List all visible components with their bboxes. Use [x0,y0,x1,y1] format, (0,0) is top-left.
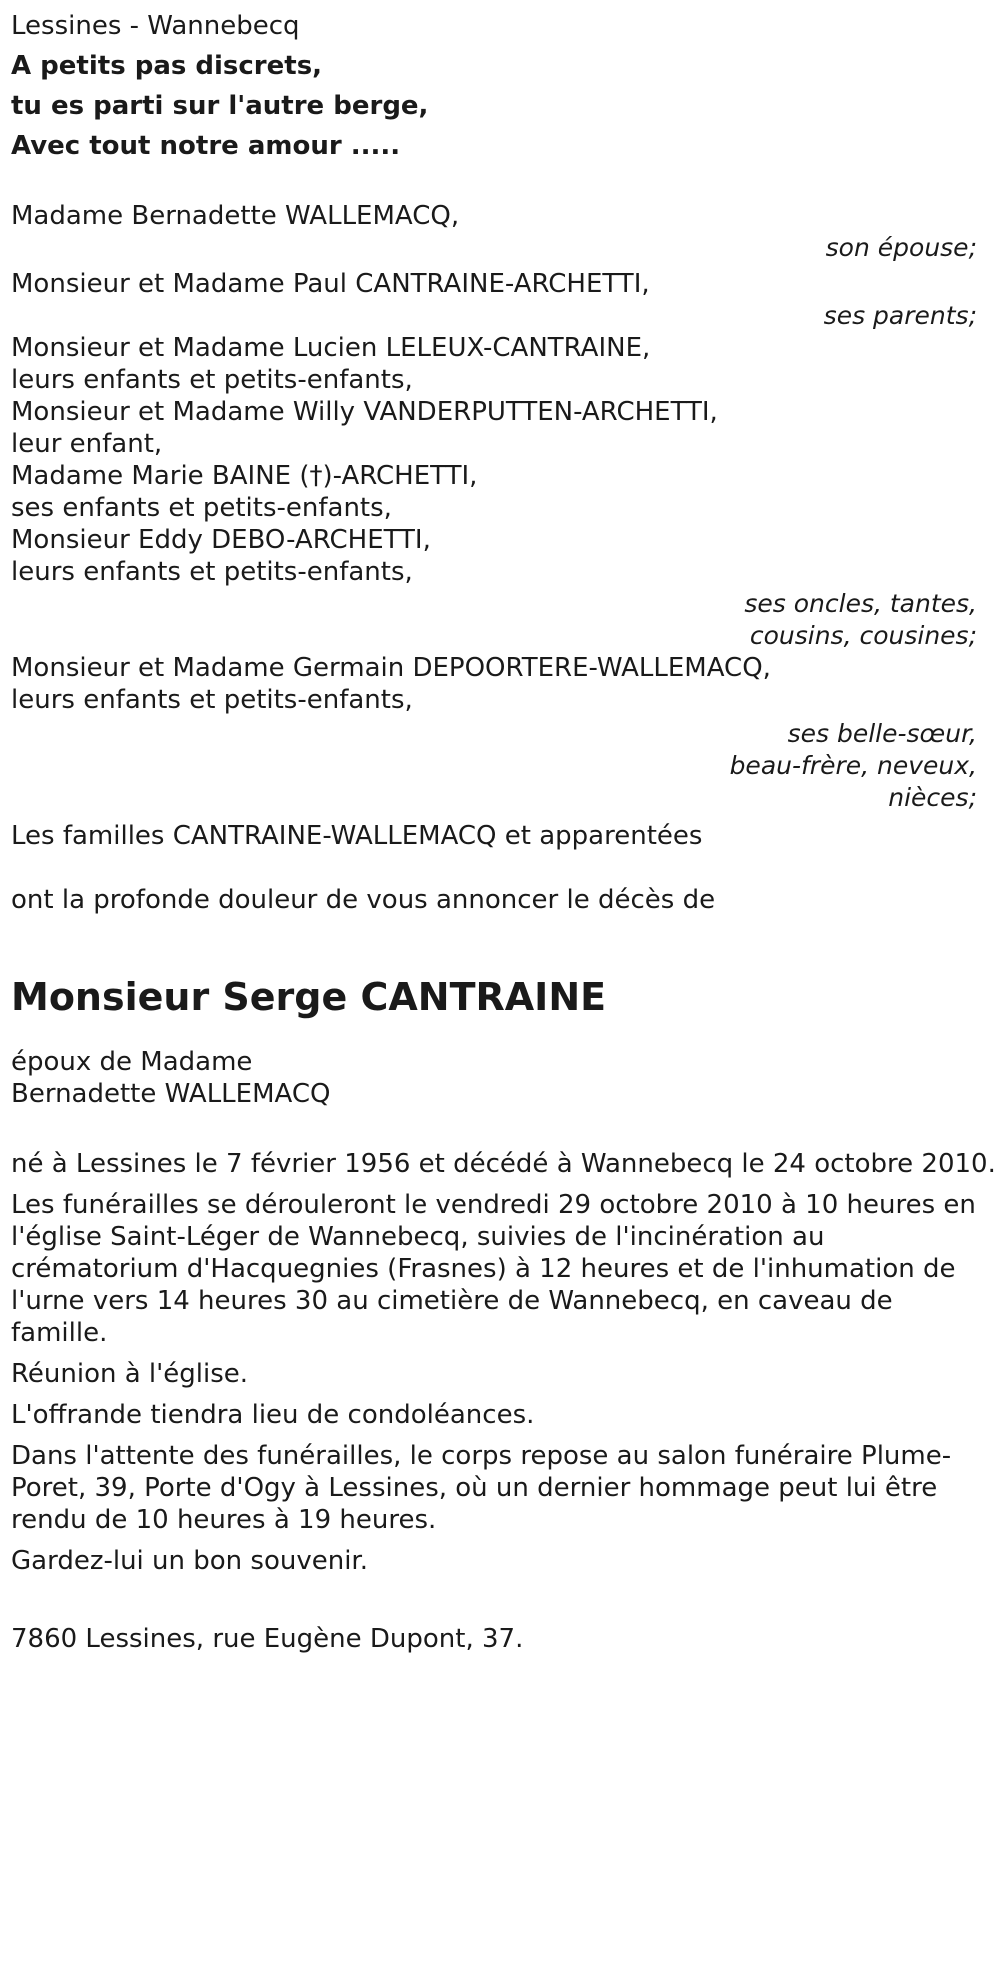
relative-line: leur enfant, [11,429,163,459]
in-laws-block [11,652,991,814]
spouse-name: Madame Bernadette WALLEMACQ, [11,201,460,231]
place-heading: Lessines - Wannebecq [11,11,300,41]
relatives-role-line: cousins, cousines; [749,621,977,650]
verse-line-3: Avec tout notre amour ..... [11,131,401,161]
relative-line: Madame Marie BAINE (†)-ARCHETTI, [11,461,478,491]
meeting-paragraph: Réunion à l'église. [11,1359,249,1389]
parents-role: ses parents; [823,301,977,330]
relative-line: Monsieur et Madame Willy VANDERPUTTEN-ARCHETTI, [11,397,718,427]
parents-name: Monsieur et Madame Paul CANTRAINE-ARCHETTI, [11,269,650,299]
verse-line-1: A petits pas discrets, [11,51,323,81]
verse-line-2: tu es parti sur l'autre berge, [11,91,429,121]
relative-line: Monsieur Eddy DEBO-ARCHETTI, [11,525,431,555]
birth-death-paragraph: né à Lessines le 7 février 1956 et décédé à Wannebecq le 24 octobre 2010. [11,1149,996,1179]
funeral-paragraph: Les funérailles se dérouleront le vendredi 29 octobre 2010 à 10 heures en l'église Saint-Léger de Wannebecq, suivies de l'incinération au crématorium d'Hacquegnies (Frasnes) à 12 heures et de l'inhumation de l'urne vers 14 heures 30 au cimetière de Wannebecq, en caveau de famille. [11,1190,976,1348]
in-laws-role-line: nièces; [888,783,977,812]
remember-paragraph: Gardez-lui un bon souvenir. [11,1546,368,1576]
deceased-name: Monsieur Serge CANTRAINE [11,975,607,1019]
spouse-of-line-1: époux de Madame [11,1047,253,1077]
obituary-content [11,6,996,1659]
relatives-role-line: ses oncles, tantes, [744,589,977,618]
obituary-page [0,6,1000,1963]
spouse-of-line-2: Bernadette WALLEMACQ [11,1079,331,1109]
relative-line: leurs enfants et petits-enfants, [11,365,413,395]
announcement-line: ont la profonde douleur de vous annoncer le décès de [11,885,716,915]
families-line: Les familles CANTRAINE-WALLEMACQ et apparentées [11,821,703,851]
spouse-of-block [11,1046,991,1110]
relative-line: Monsieur et Madame Lucien LELEUX-CANTRAINE, [11,333,651,363]
offering-paragraph: L'offrande tiendra lieu de condoléances. [11,1400,535,1430]
in-laws-role-line: ses belle-sœur, [787,719,977,748]
parents-block [11,268,991,332]
spouse-block [11,200,991,264]
in-law-line: Monsieur et Madame Germain DEPOORTERE-WALLEMACQ, [11,653,771,683]
in-laws-role-line: beau-frère, neveux, [729,751,977,780]
spouse-role: son épouse; [825,233,977,262]
relative-line: ses enfants et petits-enfants, [11,493,392,523]
relatives-block [11,332,991,652]
address-line: 7860 Lessines, rue Eugène Dupont, 37. [11,1624,524,1654]
viewing-paragraph: Dans l'attente des funérailles, le corps repose au salon funéraire Plume-Poret, 39, Porte d'Ogy à Lessines, où un dernier hommage peut lui être rendu de 10 heures à 19 heures. [11,1441,952,1535]
in-law-line: leurs enfants et petits-enfants, [11,685,413,715]
relative-line: leurs enfants et petits-enfants, [11,557,413,587]
